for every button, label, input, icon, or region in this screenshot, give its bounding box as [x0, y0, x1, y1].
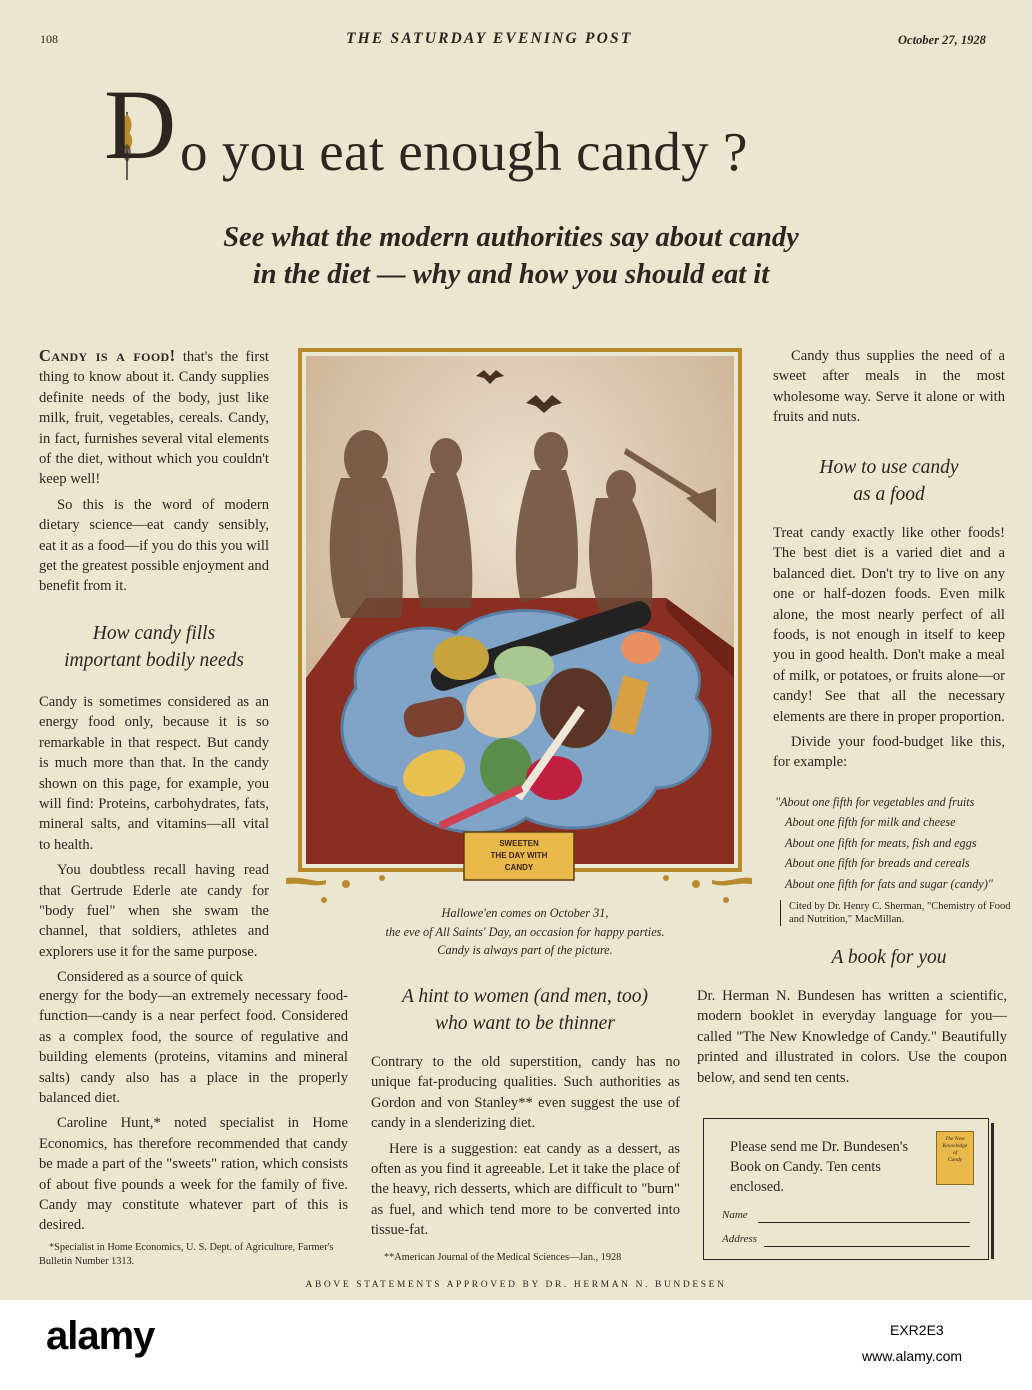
caption-line: Hallowe'en comes on October 31, — [441, 906, 609, 920]
budget-citation: Cited by Dr. Henry C. Sherman, "Chemistry of Food and Nutrition," MacMillan. — [780, 900, 1017, 926]
paragraph: Contrary to the old superstition, candy has no unique fat-producing qualities. Such authorities as Gordon and von Stanley** even suggest the use of candy in a slenderizing diet. — [371, 1054, 680, 1132]
intro-paragraph — [39, 346, 269, 490]
right-column-upper — [773, 346, 1005, 433]
right-column-middle — [773, 523, 1005, 778]
center-column-body — [371, 1052, 680, 1246]
paragraph: Divide your food-budget like this, for example: — [773, 734, 1005, 771]
name-field[interactable] — [758, 1221, 970, 1223]
caption-line: the eve of All Saints' Day, an occasion for happy parties. — [385, 924, 665, 939]
halloween-illustration — [286, 348, 752, 908]
plaque-line-2: THE DAY WITH — [490, 851, 548, 860]
plaque-line-3: CANDY — [504, 863, 534, 872]
food-budget-list — [775, 792, 1010, 894]
address-field[interactable] — [764, 1245, 970, 1247]
plaque-line-1: SWEETEN — [499, 839, 539, 848]
heading-line: as a food — [853, 484, 925, 505]
left-column-middle — [39, 692, 269, 993]
paragraph: So this is the word of modern dietary science—eat candy sensibly, eat it as a food—if you do this you will get the greatest possible enjoyment and benefit from it. — [39, 496, 269, 595]
heading-line: important bodily needs — [64, 650, 244, 671]
paragraph: Caroline Hunt,* noted specialist in Home Economics, has therefore recommended that candy be made a part of the "sweets" ration, which consists of about five pounds a week for the family of five. Candy may constitute whatever part of this is desired. — [39, 1115, 348, 1234]
paragraph: Dr. Herman N. Bundesen has written a scientific, modern booklet in everyday language for you—called "The New Knowledge of Candy." Beautifully printed and illustrated in colors. Use the coupon below, and send ten cents. — [697, 988, 1007, 1086]
approval-line: ABOVE STATEMENTS APPROVED BY DR. HERMAN N. BUNDESEN — [305, 1280, 727, 1290]
paragraph: Candy thus supplies the need of a sweet after meals in the most wholesome way. Serve it alone or with fruits and nuts. — [773, 348, 1005, 426]
book-heading: A book for you — [831, 947, 947, 968]
paragraph: Here is a suggestion: eat candy as a dessert, as often as you find it agreeable. Let it take the place of the heavy, rich desserts, which are difficult to "burn" as fuel, and which tend more to be converted into tissue-fat. — [371, 1140, 680, 1239]
publication-name: THE SATURDAY EVENING POST — [346, 30, 633, 47]
image-id: EXR2E3 — [890, 1322, 944, 1338]
right-section-heading — [773, 454, 1005, 508]
paragraph: energy for the body—an extremely necessary food-function—candy is a near perfect food. Considered as a complex food, the source of regulative and building elements (proteins, vitamins and mineral salts) candy also has a place in the properly balanced diet. — [39, 988, 348, 1107]
book-description — [697, 986, 1007, 1093]
subheadline-line-2: in the diet — why and how you should eat it — [252, 259, 770, 290]
alamy-url: www.alamy.com — [862, 1348, 963, 1364]
illustration-caption — [360, 904, 690, 960]
address-label: Address — [722, 1233, 758, 1245]
left-footnote: *Specialist in Home Economics, U. S. Dept. of Agriculture, Farmer's Bulletin Number 1313. — [39, 1242, 334, 1267]
drop-cap: D — [104, 69, 177, 180]
alamy-logo: alamy — [46, 1314, 155, 1358]
paragraph: Treat candy exactly like other foods! The best diet is a varied diet and a balanced diet. Don't try to live on any one or half-dozen foods. Even milk alone, the most nearly perfect of all foods, is not enough in itself to keep you in good health. Don't make a meal of milk, or potatoes, or fruits alone—or candy! See that all the necessary elements are there in proper proportion. — [773, 525, 1005, 725]
center-footnote: **American Journal of the Medical Sciences—Jan., 1928 — [384, 1252, 622, 1263]
paragraph: You doubtless recall having read that Gertrude Ederle ate candy for "body fuel" when she swam the channel, that soldiers, athletes and explorers use it for the same purpose. — [39, 862, 269, 960]
issue-date: October 27, 1928 — [898, 33, 986, 47]
watermark-bar — [0, 1300, 1032, 1390]
subheadline-line-1: See what the modern authorities say about candy — [223, 222, 799, 253]
paragraph: Considered as a source of quick — [57, 969, 244, 986]
heading-line: How candy fills — [92, 623, 216, 644]
coupon[interactable] — [703, 1118, 989, 1260]
budget-line: "About one fifth for vegetables and fruits — [775, 795, 975, 809]
headline — [104, 70, 944, 200]
left-section-heading — [39, 620, 269, 674]
left-column-upper — [39, 346, 269, 602]
book-cover-image: The New Knowledge of Candy — [936, 1131, 974, 1185]
heading-line: A hint to women (and men, too) — [401, 986, 649, 1007]
budget-line: About one fifth for fats and sugar (candy)" — [785, 876, 993, 891]
headline-text: o you eat enough candy ? — [180, 121, 748, 182]
page-number: 108 — [40, 32, 58, 46]
name-label: Name — [722, 1209, 748, 1221]
budget-line: About one fifth for breads and cereals — [785, 856, 970, 871]
paragraph: Candy is sometimes considered as an energy food only, because it is so remarkable in that respect. But candy is much more than that. In the candy shown on this page, for example, you will find: Proteins, carbohydrates, fats, mineral salts, and vitamins—all vital to health. — [39, 694, 269, 853]
heading-line: who want to be thinner — [435, 1013, 615, 1034]
coupon-text: Please send me Dr. Bundesen's Book on Candy. Ten cents enclosed. — [730, 1139, 909, 1195]
caption-line: Candy is always part of the picture. — [437, 943, 613, 957]
heading-line: How to use candy — [819, 457, 959, 478]
budget-line: About one fifth for meats, fish and eggs — [785, 835, 977, 850]
intro-text: that's the first thing to know about it. Candy supplies definite needs of the body, just like milk, fruit, vegetables, cereals. Candy, in fact, furnishes several vital elements of the diet, without which you couldn't keep well! — [39, 349, 269, 488]
left-column-lower — [39, 986, 348, 1241]
subheadline — [176, 219, 846, 293]
lead-in: Candy is a food! — [39, 346, 176, 365]
budget-line: About one fifth for milk and cheese — [785, 815, 956, 830]
center-section-heading — [370, 983, 680, 1037]
